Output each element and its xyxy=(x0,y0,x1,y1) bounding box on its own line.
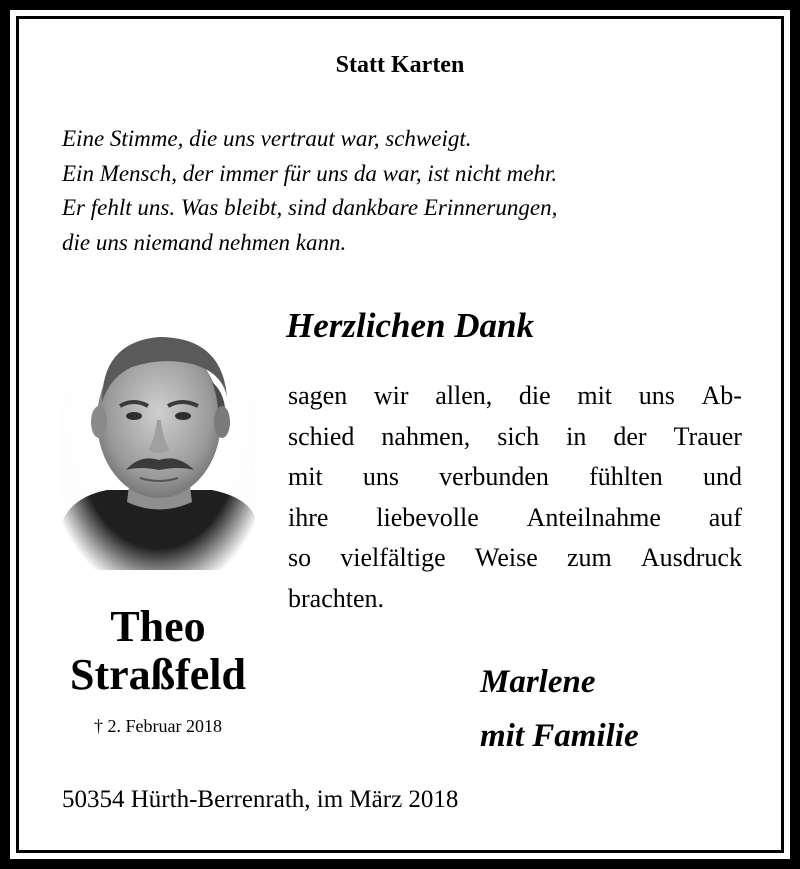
thanks-line: sagen wir allen, die mit uns Ab- xyxy=(288,381,742,410)
poem-line: Er fehlt uns. Was bleibt, sind dankbare Erinnerungen, xyxy=(62,195,558,220)
thanks-line: brachten. xyxy=(288,583,385,613)
thanks-line: mit uns verbunden fühlten und xyxy=(288,462,742,491)
header-statt-karten: Statt Karten xyxy=(335,52,465,78)
portrait-photo xyxy=(62,302,255,570)
footer-place-date: 50354 Hürth-Berrenrath, im März 2018 xyxy=(62,786,459,813)
portrait-illustration xyxy=(62,302,255,570)
death-date: † 2. Februar 2018 xyxy=(94,716,222,736)
thanks-line: so vielfältige Weise zum Ausdruck xyxy=(288,543,742,572)
poem xyxy=(62,122,557,260)
poem-line: die uns niemand nehmen kann. xyxy=(62,229,347,255)
poem-line: Ein Mensch, der immer für uns da war, ist nicht mehr. xyxy=(62,160,558,186)
thanks-line: schied nahmen, sich in der Trauer xyxy=(288,421,742,451)
poem-line: Eine Stimme, die uns vertraut war, schweigt. xyxy=(62,126,472,151)
signature-name: Marlene xyxy=(480,664,596,700)
thanks-body xyxy=(288,376,742,619)
deceased-first-name: Theo xyxy=(110,602,206,651)
obituary-card xyxy=(10,10,790,859)
thanks-title: Herzlichen Dank xyxy=(286,306,534,345)
deceased-last-name: Straßfeld xyxy=(70,650,246,699)
signature-family: mit Familie xyxy=(480,718,639,754)
thanks-line: ihre liebevolle Anteilnahme auf xyxy=(288,502,742,532)
